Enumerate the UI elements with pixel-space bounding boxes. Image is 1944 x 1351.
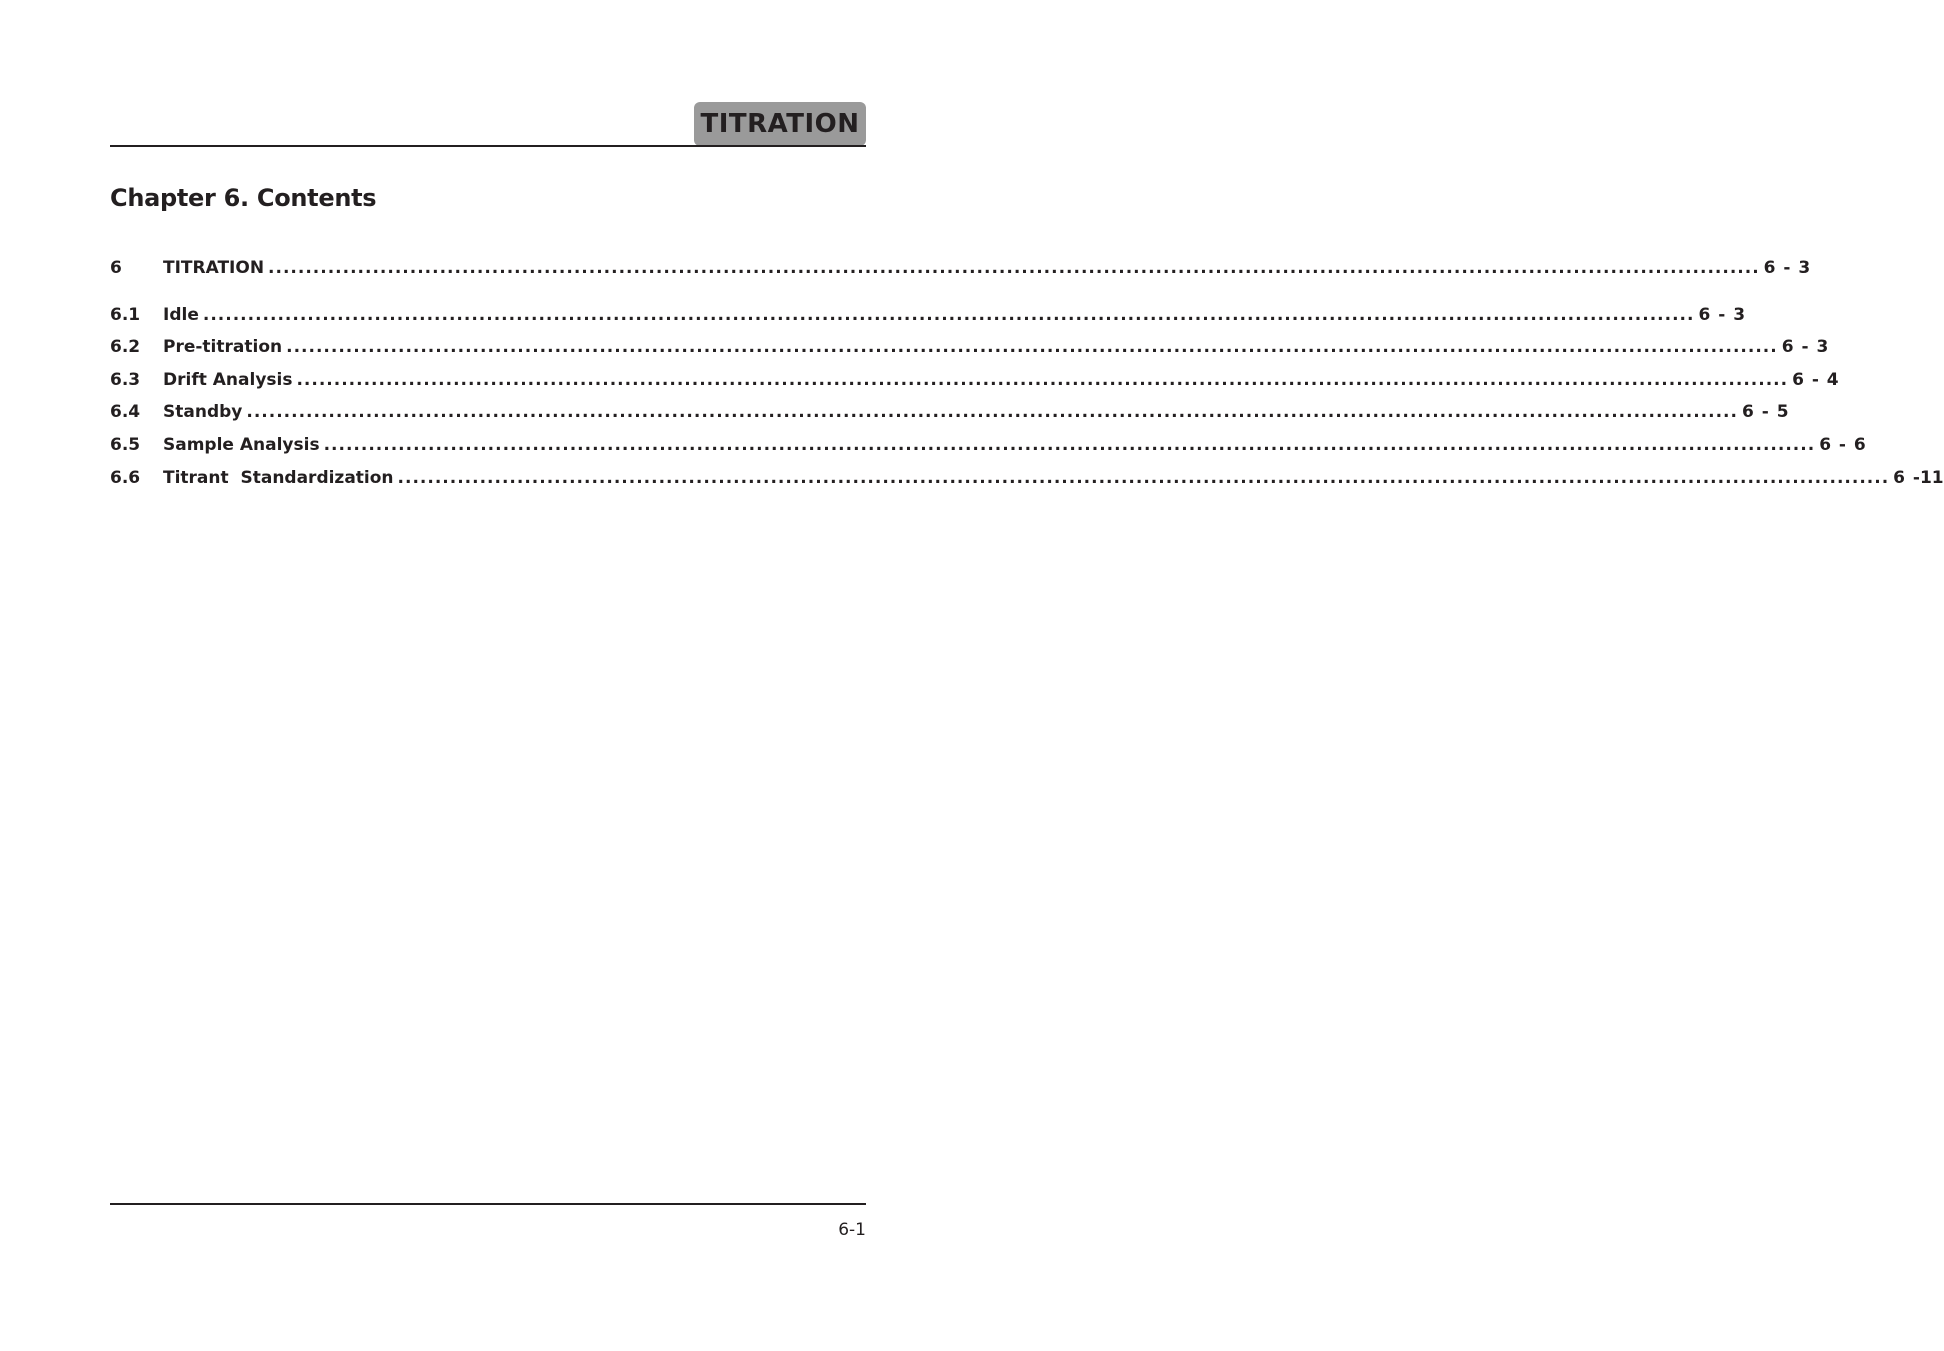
- toc-leader-dots: ........................................................................................................................................................................................................: [397, 467, 1890, 488]
- toc-entry-title: Sample Analysis: [163, 434, 320, 455]
- section-tab: TITRATION: [694, 102, 866, 146]
- toc-leader-dots: ........................................................................................................................................................................................................: [246, 402, 1738, 423]
- header-rule: [110, 145, 866, 147]
- toc-entry-number: 6.6: [110, 467, 141, 488]
- toc-entry-number: 6.1: [110, 304, 141, 325]
- toc-entry-title: Pre-titration: [163, 337, 283, 358]
- toc-entry[interactable]: [110, 402, 1789, 435]
- toc-leader-dots: ........................................................................................................................................................................................................: [286, 337, 1778, 358]
- toc-entry[interactable]: [110, 434, 1866, 468]
- toc-entry[interactable]: [110, 258, 1811, 291]
- toc-entry-title: TITRATION: [163, 258, 265, 278]
- toc-entry[interactable]: [110, 304, 1746, 338]
- toc-entry-number: 6.4: [110, 402, 141, 423]
- toc-entry-number: 6.3: [110, 369, 141, 390]
- toc-entry-page: 6 -11: [1893, 467, 1944, 488]
- toc-entry[interactable]: [110, 369, 1839, 403]
- toc-entry[interactable]: [110, 467, 1944, 501]
- toc-entry-number: 6.5: [110, 434, 141, 455]
- toc-entry-page: 6 - 3: [1763, 258, 1811, 278]
- toc-entry-title: Titrant Standardization: [163, 467, 394, 488]
- toc-entry[interactable]: [110, 337, 1829, 370]
- toc-leader-dots: ........................................................................................................................................................................................................: [323, 434, 1816, 455]
- toc-entry-title: Drift Analysis: [163, 369, 293, 390]
- table-of-contents: [110, 258, 1944, 500]
- toc-entry-page: 6 - 3: [1781, 337, 1829, 358]
- toc-entry-number: 6: [110, 258, 122, 278]
- footer-rule: [110, 1203, 866, 1205]
- toc-entry-page: 6 - 6: [1819, 434, 1866, 455]
- toc-entry-title: Standby: [163, 402, 243, 423]
- toc-entry-page: 6 - 4: [1792, 369, 1839, 390]
- chapter-title: Chapter 6. Contents: [110, 184, 377, 212]
- toc-leader-dots: ........................................................................................................................................................................................................: [268, 258, 1760, 278]
- toc-entry-page: 6 - 5: [1741, 402, 1789, 423]
- toc-entry-number: 6.2: [110, 337, 141, 358]
- toc-leader-dots: ........................................................................................................................................................................................................: [202, 304, 1695, 325]
- page-number: 6-1: [838, 1220, 866, 1240]
- toc-entry-title: Idle: [163, 304, 199, 325]
- toc-entry-page: 6 - 3: [1698, 304, 1746, 325]
- toc-leader-dots: ........................................................................................................................................................................................................: [296, 369, 1789, 390]
